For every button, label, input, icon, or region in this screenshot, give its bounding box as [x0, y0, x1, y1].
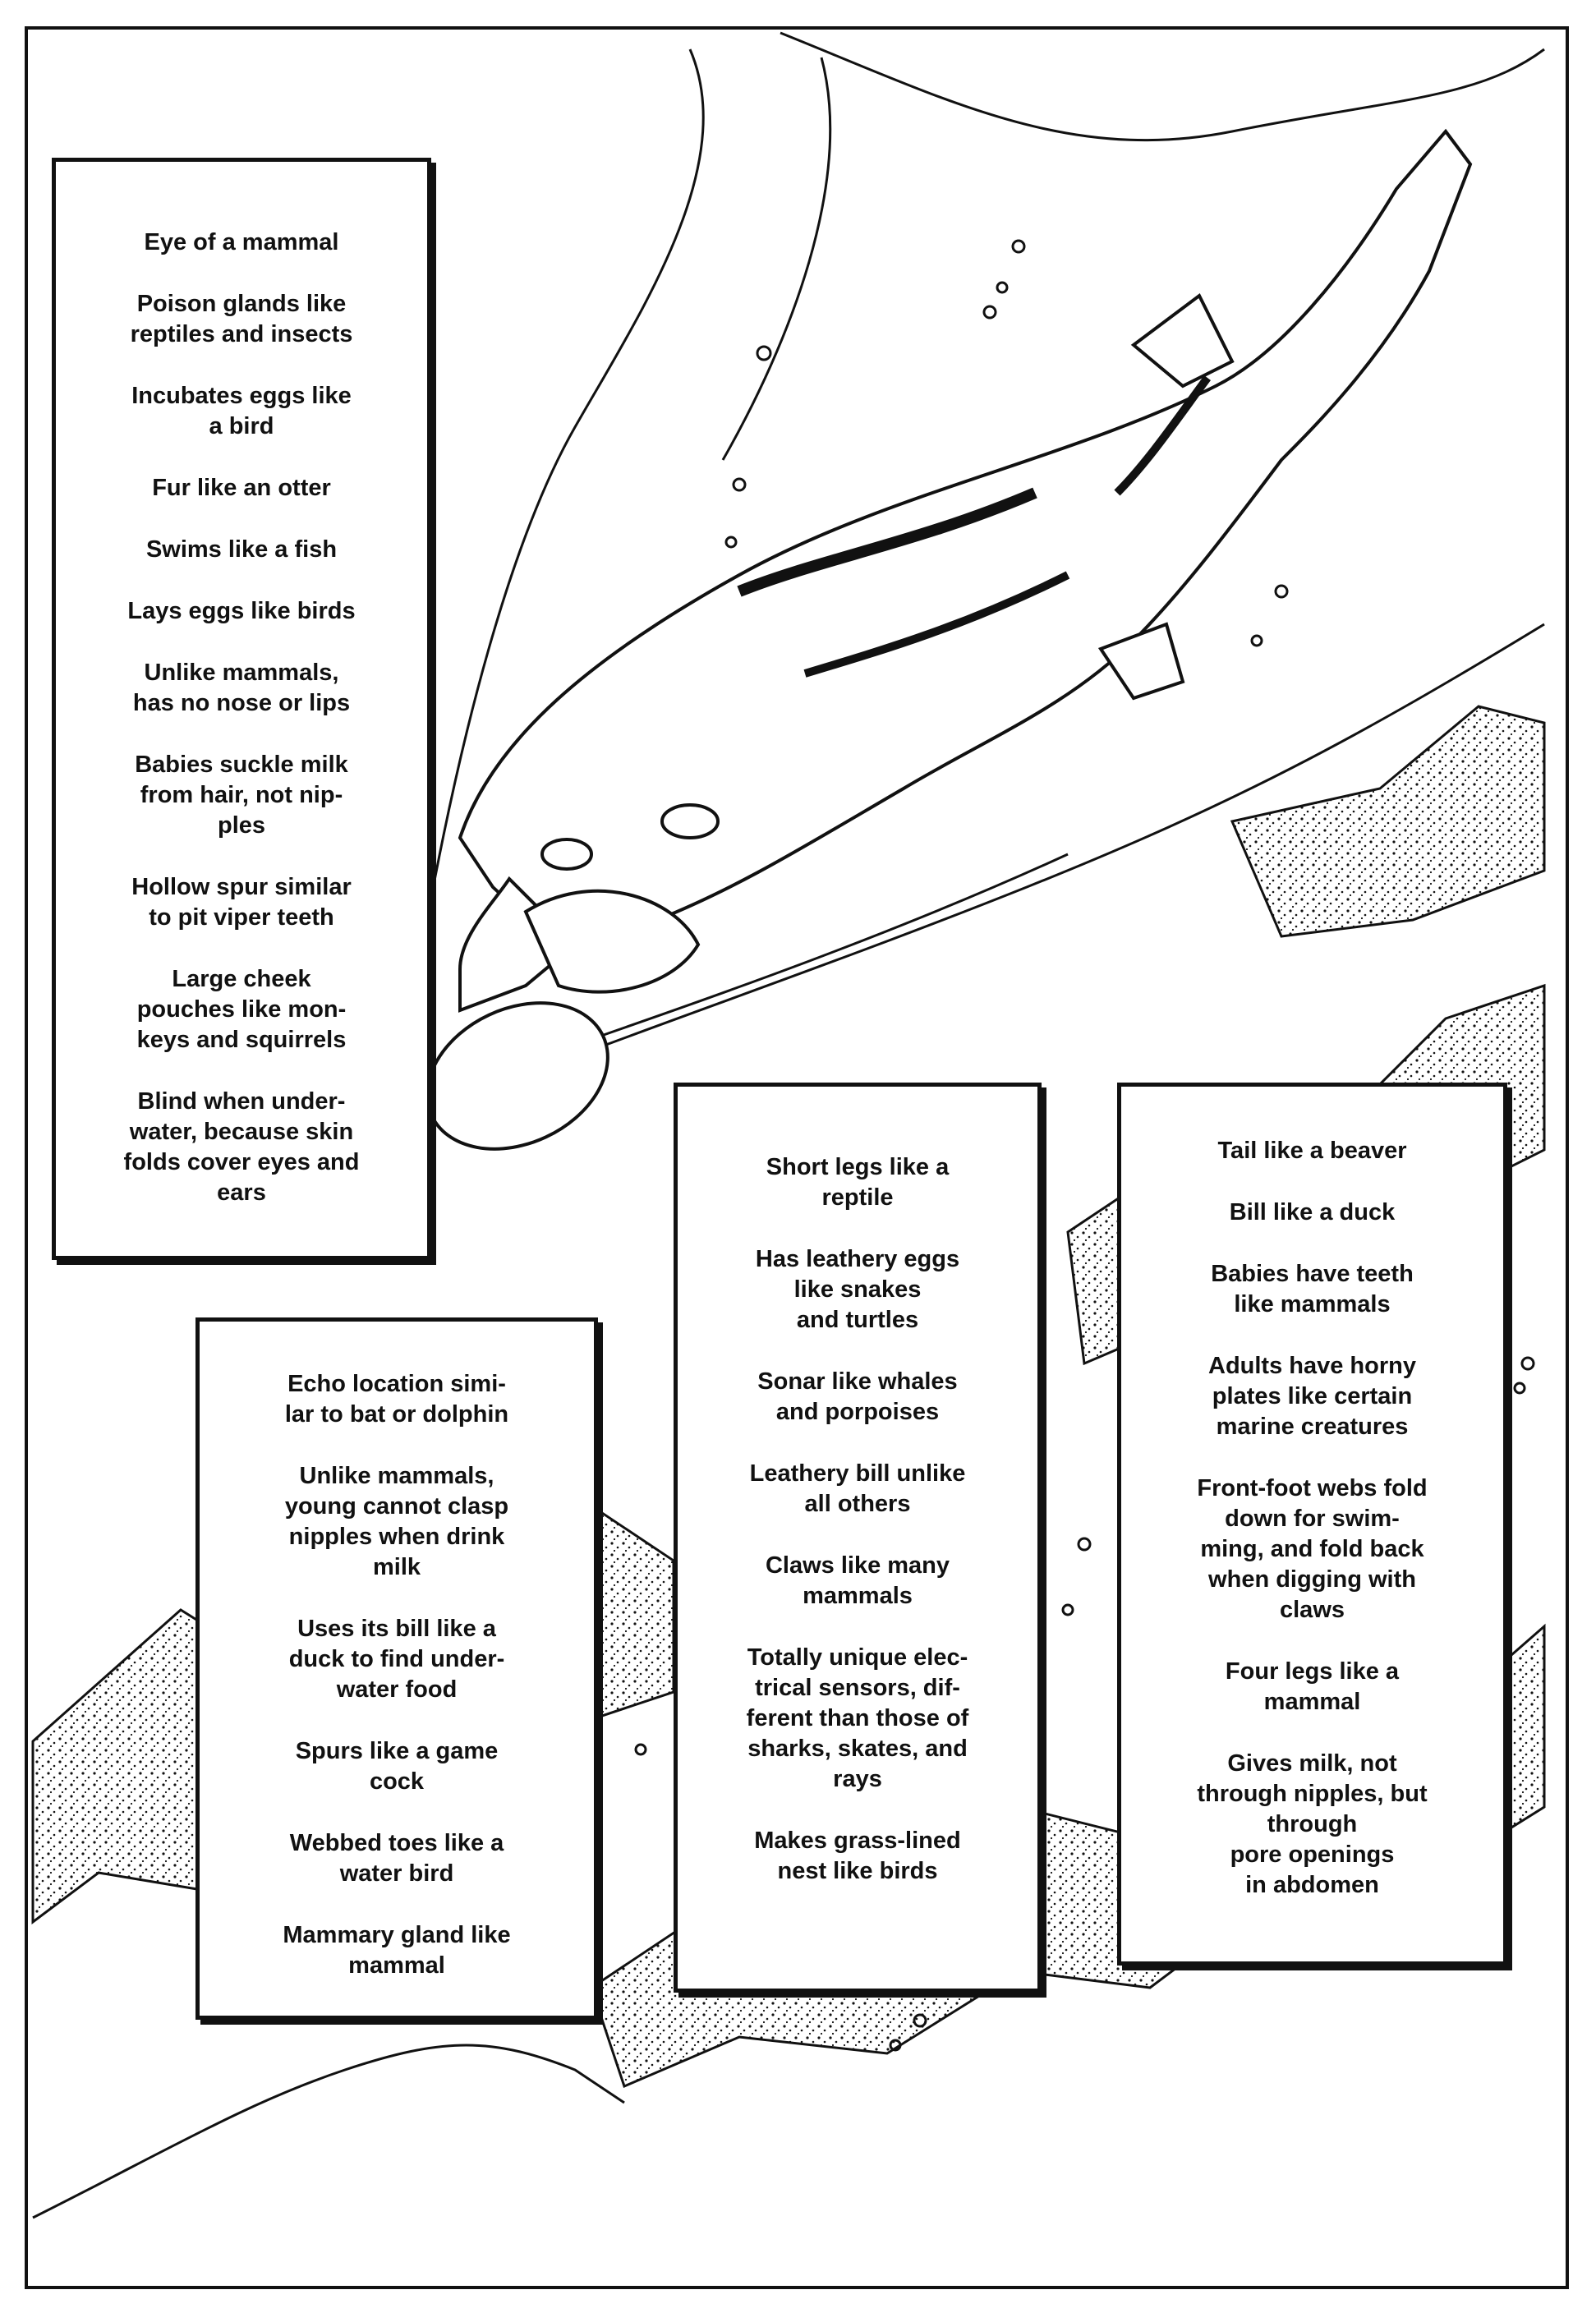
bottom-wave-line	[33, 2045, 624, 2218]
fact-item: Webbed toes like a water bird	[289, 1830, 504, 1887]
fact-item: Swims like a fish	[145, 536, 338, 563]
fact-item: Sonar like whales and porpoises	[757, 1368, 958, 1425]
fact-item: Unlike mammals, young cannot clasp nipples when drink milk	[284, 1463, 509, 1580]
panel-right	[1117, 1083, 1507, 1966]
panel-left-bottom	[195, 1317, 598, 2020]
fact-item: Bill like a duck	[1229, 1199, 1396, 1225]
fact-item: Front-foot webs fold down for swim- ming, and fold back when digging with claws	[1197, 1475, 1428, 1623]
platypus-figure	[403, 131, 1470, 1177]
panel-middle	[674, 1083, 1042, 1993]
fact-item: Tail like a beaver	[1217, 1138, 1407, 1164]
panel-left-top	[52, 158, 431, 1260]
fact-item: Echo location simi- lar to bat or dolphin	[284, 1371, 509, 1428]
fact-item: Leathery bill unlike all others	[749, 1460, 966, 1517]
fact-item: Hollow spur similar to pit viper teeth	[131, 874, 352, 931]
fact-item: Spurs like a game cock	[295, 1738, 499, 1795]
fact-item: Makes grass-lined nest like birds	[754, 1828, 961, 1884]
fact-item: Poison glands like reptiles and insects	[130, 291, 353, 347]
fact-item: Uses its bill like a duck to find under- water food	[288, 1616, 505, 1703]
fact-item: Totally unique elec- trical sensors, dif- ferent than those of sharks, skates, and rays	[746, 1644, 969, 1792]
fact-item: Lays eggs like birds	[127, 598, 356, 624]
fact-item: Unlike mammals, has no nose or lips	[132, 660, 351, 716]
fact-item: Babies suckle milk from hair, not nip- ples	[135, 752, 348, 839]
fact-item: Claws like many mammals	[765, 1552, 950, 1609]
fact-item: Short legs like a reptile	[766, 1154, 950, 1211]
fact-item: Incubates eggs like a bird	[131, 383, 352, 439]
fact-item: Gives milk, not through nipples, but through pore openings in abdomen	[1197, 1750, 1428, 1898]
fact-item: Adults have horny plates like certain marine creatures	[1208, 1353, 1416, 1440]
fact-item: Four legs like a mammal	[1225, 1658, 1400, 1715]
fact-item: Blind when under- water, because skin folds cover eyes and ears	[123, 1088, 360, 1206]
fact-item: Babies have teeth like mammals	[1211, 1261, 1414, 1317]
fact-item: Mammary gland like mammal	[283, 1922, 511, 1979]
fact-item: Eye of a mammal	[144, 229, 339, 255]
fact-item: Large cheek pouches like mon- keys and squirrels	[136, 966, 347, 1053]
fact-item: Fur like an otter	[152, 475, 331, 501]
fact-item: Has leathery eggs like snakes and turtles	[755, 1246, 960, 1333]
